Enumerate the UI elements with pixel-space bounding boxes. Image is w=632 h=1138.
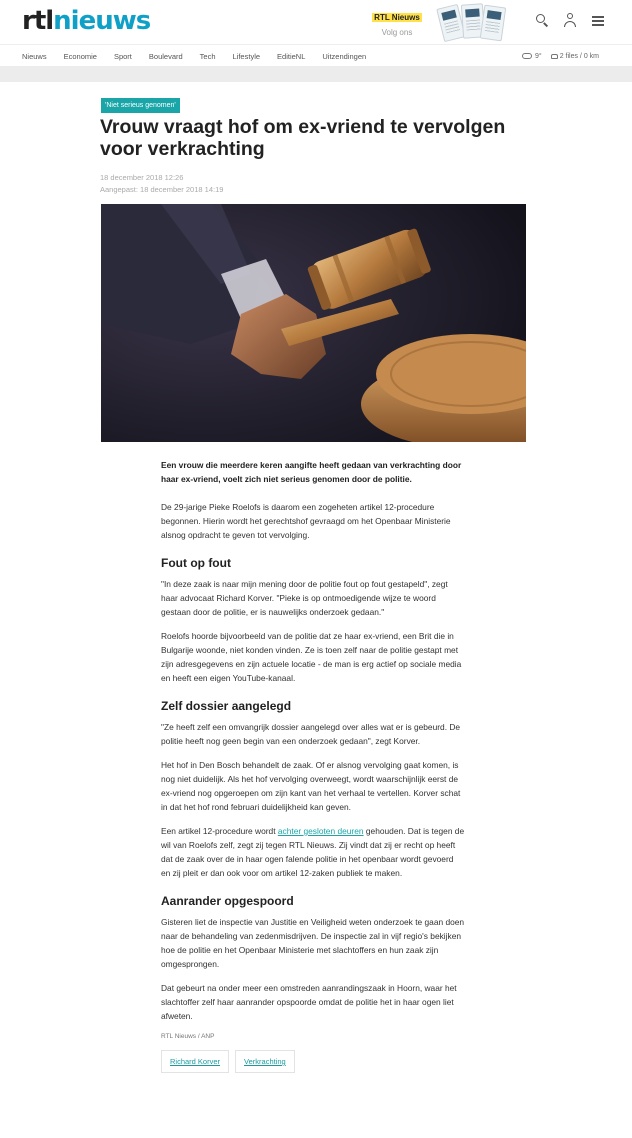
nav-item-boulevard[interactable]: Boulevard bbox=[148, 51, 183, 61]
app-promo[interactable] bbox=[364, 2, 514, 42]
search-icon[interactable] bbox=[534, 12, 550, 28]
promo-phones-image bbox=[430, 2, 510, 42]
promo-title: RTL Nieuws bbox=[374, 13, 420, 22]
main-navigation bbox=[0, 44, 632, 66]
logo-rtl: rtl bbox=[22, 6, 54, 36]
hero-image-gavel bbox=[101, 204, 526, 442]
ad-strip bbox=[0, 66, 632, 82]
paragraph: Dat gebeurt na onder meer een omstreden aanrandingszaak in Hoorn, waar het slachtoffer zelf haar aanrander opspoorde omdat de politie het in haar ogen liet afweten. bbox=[161, 983, 457, 1021]
phone-image bbox=[480, 5, 507, 42]
paragraph: De 29-jarige Pieke Roelofs is daarom een zogeheten artikel 12-procedure begonnen. Hierin wordt het gerechtshof gevraagd om het Openbaar Ministerie alsnog opdracht te geven tot vervolging. bbox=[161, 502, 451, 540]
paragraph: Het hof in Den Bosch behandelt de zaak. Of er alsnog vervolging gaat komen, is nog niet duidelijk. Als het hof vervolging overweegt, wordt waarschijnlijk eerst de ex-vriend nog opgeroepen om zijn kant van het verhaal te vertellen. Korver schat in dat het hof rond februari duidelijkheid kan geven. bbox=[161, 760, 461, 812]
link-achter-gesloten-deuren[interactable]: achter gesloten deuren bbox=[277, 826, 364, 836]
publish-date: 18 december 2018 12:26 bbox=[100, 173, 184, 182]
article-label: 'Niet serieus genomen' bbox=[101, 98, 180, 113]
temperature: 9° bbox=[535, 52, 542, 60]
nav-item-nieuws[interactable]: Nieuws bbox=[22, 51, 47, 61]
nav-item-editienl[interactable]: EditieNL bbox=[277, 51, 306, 61]
paragraph: "In deze zaak is naar mijn mening door de politie fout op fout gestapeld", zegt haar advocaat Richard Korver. "Pieke is op ontmoedigende wijze te woord gestaan door de politie, er is nauwelijks onderzoek gedaan." bbox=[161, 579, 448, 617]
subheading-fout-op-fout: Fout op fout bbox=[161, 556, 231, 570]
user-icon[interactable] bbox=[562, 12, 578, 28]
top-header bbox=[0, 0, 632, 44]
article-dates bbox=[100, 172, 223, 196]
nav-item-lifestyle[interactable]: Lifestyle bbox=[232, 51, 261, 61]
article-source: RTL Nieuws / ANP bbox=[161, 1033, 215, 1040]
gavel-illustration bbox=[101, 204, 526, 442]
promo-subtitle: Volg ons bbox=[381, 28, 413, 37]
article-lead: Een vrouw die meerdere keren aangifte heeft gedaan van verkrachting door haar ex-vriend, voelt zich niet serieus genomen door de politie. bbox=[161, 460, 462, 484]
article-body bbox=[161, 458, 465, 1073]
subheading-zelf-dossier: Zelf dossier aangelegd bbox=[161, 699, 292, 713]
traffic-info: 2 files / 0 km bbox=[559, 52, 599, 60]
rtl-nieuws-logo[interactable] bbox=[22, 6, 150, 36]
nav-item-uitzendingen[interactable]: Uitzendingen bbox=[322, 51, 367, 61]
weather-traffic[interactable] bbox=[522, 45, 599, 67]
updated-date: Aangepast: 18 december 2018 14:19 bbox=[100, 185, 224, 194]
tag-richard-korver[interactable]: Richard Korver bbox=[161, 1050, 229, 1073]
cloud-icon bbox=[522, 53, 532, 59]
subheading-aanrander: Aanrander opgespoord bbox=[161, 894, 294, 908]
nav-item-sport[interactable]: Sport bbox=[113, 51, 132, 61]
logo-nieuws: nieuws bbox=[53, 6, 151, 36]
menu-icon[interactable] bbox=[590, 12, 606, 28]
paragraph: Gisteren liet de inspectie van Justitie en Veiligheid weten onderzoek te gaan doen naar de behandeling van zedenmisdrijven. De inspectie zal in vijf regio's bekijken hoe de politie en het Openbaar Ministerie met slachtoffers en hun zaak zijn omgesprongen. bbox=[161, 917, 465, 969]
car-icon bbox=[551, 54, 558, 59]
nav-item-economie[interactable]: Economie bbox=[63, 51, 97, 61]
tag-list bbox=[161, 1050, 465, 1073]
tag-verkrachting[interactable]: Verkrachting bbox=[235, 1050, 295, 1073]
article-title: Vrouw vraagt hof om ex-vriend te vervolgen voor verkrachting bbox=[100, 116, 506, 160]
nav-item-tech[interactable]: Tech bbox=[199, 51, 216, 61]
paragraph: "Ze heeft zelf een omvangrijk dossier aangelegd over alles wat er is gebeurd. De politie heeft nog geen begin van een onderzoek gedaan", zegt Korver. bbox=[161, 722, 461, 746]
paragraph: Roelofs hoorde bijvoorbeeld van de politie dat ze haar ex-vriend, een Brit die in Bulgarije woonde, niet konden vinden. Ze is toen zelf naar de politie gestapt met zijn adresgegevens en zijn actuele locatie - de man is erg actief op sociale media en heeft een eigen YouTube-kanaal. bbox=[161, 631, 462, 683]
paragraph: Een artikel 12-procedure wordt achter gesloten deuren gehouden. Dat is tegen de wil van Roelofs zelf, zegt zij tegen RTL Nieuws. Zij vindt dat zij er recht op heeft dat de zaak over de in haar ogen falende politie in het openbaar wordt gevoerd en zij pleit er dan ook voor om artikel 12-zaken publiek te maken. bbox=[161, 826, 465, 878]
nav-list bbox=[22, 45, 383, 67]
